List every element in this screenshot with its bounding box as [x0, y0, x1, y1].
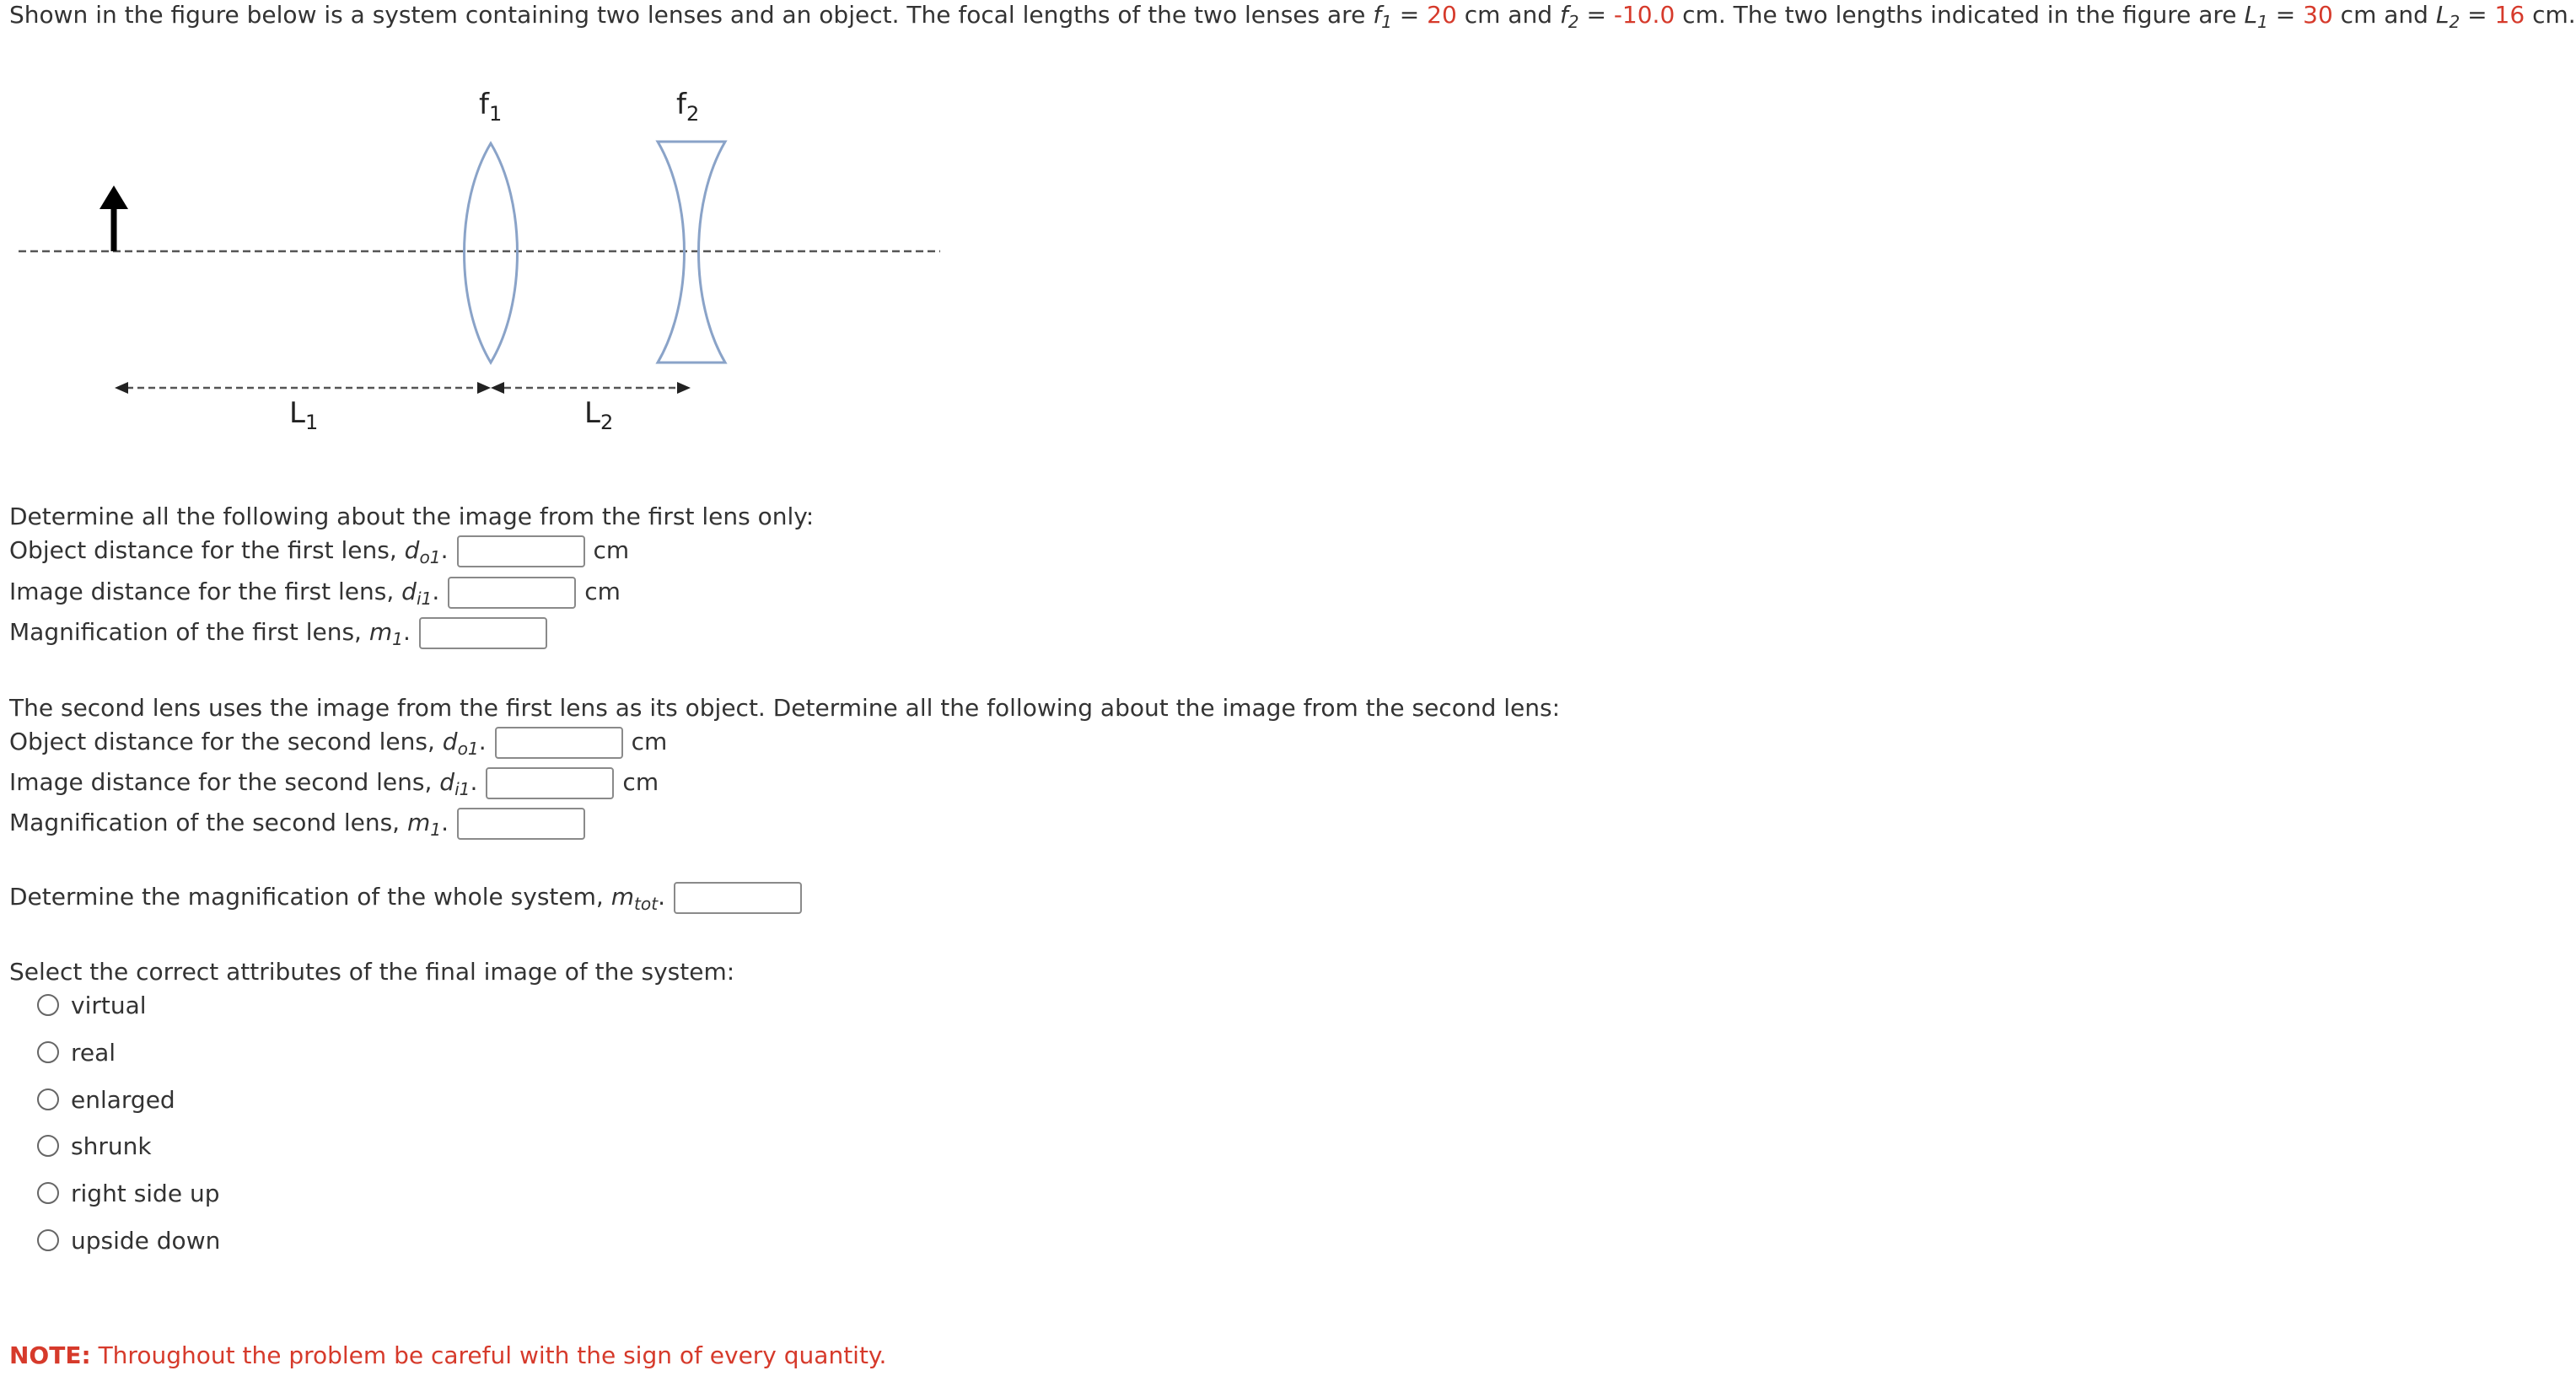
option-shrunk[interactable]: shrunk [37, 1130, 152, 1164]
s1-magnification-row: Magnification of the first lens, $m_1$. [9, 615, 547, 649]
s1-image-distance-row: Image distance for the first lens, $d_{i1}$. cm [9, 578, 621, 610]
L2-label: $L_2$ [584, 396, 614, 434]
radio-real[interactable] [37, 1041, 59, 1063]
object-arrow [99, 185, 128, 251]
s2-object-distance-input[interactable] [495, 727, 623, 759]
radio-shrunk[interactable] [37, 1135, 59, 1157]
s1-magnification-input[interactable] [419, 617, 547, 649]
s2-image-distance-row: Image distance for the second lens, $d_{i1}$. cm [9, 768, 659, 800]
section2-heading: The second lens uses the image from the first lens as its object. Determine all the following about the image from the second lens: [9, 694, 1561, 722]
total-magnification-row: Determine the magnification of the whole system, $m_{tot}$. [9, 880, 802, 914]
radio-virtual[interactable] [37, 994, 59, 1016]
f1-label: $f_1$ [479, 88, 503, 126]
s2-magnification-row: Magnification of the second lens, $m_1$. [9, 806, 585, 840]
L2-dimension [491, 382, 691, 394]
section1-heading: Determine all the following about the image from the first lens only: [9, 503, 815, 530]
s2-object-distance-row: Object distance for the second lens, $d_{o1}$. cm [9, 728, 668, 760]
attributes-heading: Select the correct attributes of the final image of the system: [9, 958, 735, 986]
radio-upside-down[interactable] [37, 1229, 59, 1251]
L1-label: $L_1$ [289, 396, 319, 434]
note: NOTE: Throughout the problem be careful with the sign of every quantity. [9, 1341, 887, 1369]
note-label: NOTE: [9, 1341, 91, 1369]
s1-image-distance-input[interactable] [448, 577, 576, 609]
option-real[interactable]: real [37, 1036, 116, 1070]
radio-enlarged[interactable] [37, 1088, 59, 1110]
s2-image-distance-input[interactable] [486, 767, 614, 799]
option-enlarged[interactable]: enlarged [37, 1083, 175, 1117]
f2-label: $f_2$ [676, 88, 700, 126]
s1-object-distance-input[interactable] [457, 535, 585, 567]
L2-value: 16 [2494, 1, 2525, 29]
f1-value: 20 [1427, 1, 1457, 29]
L1-value: 30 [2303, 1, 2333, 29]
total-magnification-input[interactable] [674, 882, 802, 914]
f2-value: -10.0 [1613, 1, 1675, 29]
option-right-side-up[interactable]: right side up [37, 1177, 219, 1211]
L1-dimension [115, 382, 491, 394]
radio-right-side-up[interactable] [37, 1182, 59, 1204]
s1-object-distance-row: Object distance for the first lens, $d_{o1}$. cm [9, 536, 630, 568]
s2-magnification-input[interactable] [457, 808, 585, 840]
converging-lens [465, 143, 518, 363]
problem-intro: Shown in the figure below is a system containing two lenses and an object. The focal lengths of the two lenses are $f_1 = 20$ cm and $f_2 = -10.0$ cm. The two lengths indicated in the figure are $L_1 = 30$ cm and $L_2 = 16$ cm. [9, 1, 2576, 33]
option-virtual[interactable]: virtual [37, 989, 147, 1023]
option-upside-down[interactable]: upside down [37, 1224, 220, 1258]
lens-diagram [0, 84, 944, 422]
